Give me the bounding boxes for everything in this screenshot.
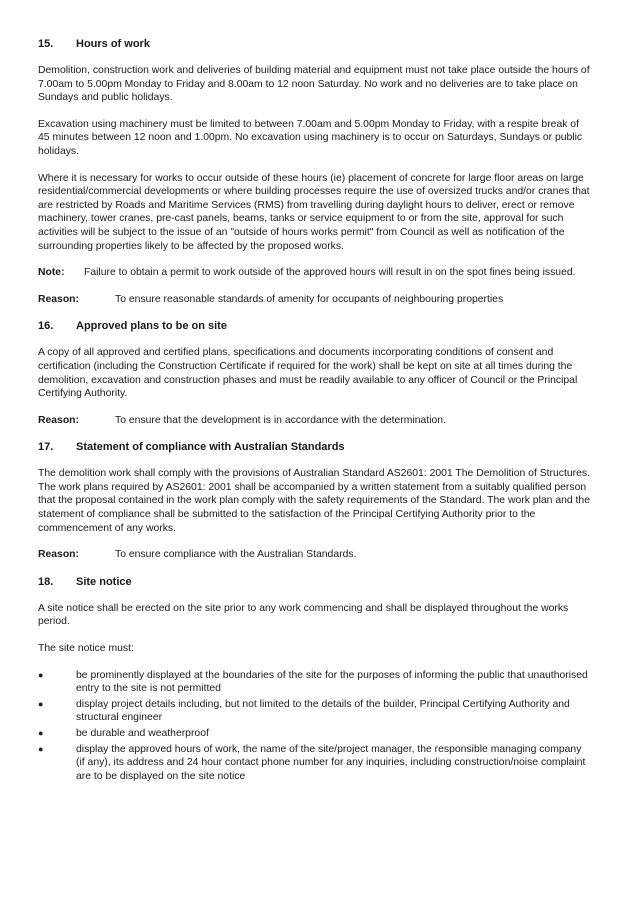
bullet-icon: ● bbox=[38, 743, 44, 754]
section-title: Approved plans to be on site bbox=[76, 320, 227, 333]
reason bbox=[38, 293, 592, 307]
bullet-list bbox=[38, 669, 592, 784]
list-item bbox=[38, 698, 592, 725]
reason-text: To ensure that the development is in accordance with the determination. bbox=[115, 414, 446, 426]
list-item-text: be prominently displayed at the boundaries of the site for the purposes of informing the public that unauthorised entry to the site is not permitted bbox=[76, 669, 588, 695]
section-number: 17. bbox=[38, 441, 54, 454]
list-item bbox=[38, 727, 592, 741]
list-item bbox=[38, 669, 592, 696]
paragraph: The site notice must: bbox=[38, 643, 134, 655]
section-16-heading bbox=[38, 320, 592, 332]
section-number: 18. bbox=[38, 575, 54, 588]
list-item-text: display project details including, but not limited to the details of the builder, Principal Certifying Authority and structural engineer bbox=[76, 698, 570, 724]
paragraph: A copy of all approved and certified plans, specifications and documents incorporating conditions of consent and certification (including the Construction Certificate if required for the work) shall be kept on site at all times during the demolition, excavation and construction phases and must be readily available to any officer of Council or the Principal Certifying Authority. bbox=[38, 347, 578, 400]
section-title: Statement of compliance with Australian Standards bbox=[76, 441, 345, 454]
bullet-icon: ● bbox=[38, 728, 44, 738]
list-item-text: display the approved hours of work, the name of the site/project manager, the responsible managing company (if any), its address and 24 hour contact phone number for any inquiries, including construction/noise complaint are to be displayed on the site notice bbox=[76, 743, 586, 782]
reason-label: Reason: bbox=[38, 414, 79, 426]
reason-text: To ensure compliance with the Australian Standards. bbox=[115, 549, 357, 561]
bullet-icon: ● bbox=[38, 698, 44, 709]
paragraph: The demolition work shall comply with the provisions of Australian Standard AS2601: 2001 The Demolition of Structures. The work plans required by AS2601: 2001 shall be accompanied by a written statement from a suitably qualified person that the proposal contained in the work plan comply with the safety requirements of the Standard. The work plan and the statement of compliance shall be submitted to the satisfaction of the Principal Certifying Authority prior to the commencement of any works. bbox=[38, 468, 590, 534]
section-number: 16. bbox=[38, 320, 54, 333]
note-label: Note: bbox=[38, 267, 65, 279]
paragraph: Excavation using machinery must be limited to between 7.00am and 5.00pm Monday to Friday, with a respite break of 45 minutes between 12 noon and 1.00pm. No excavation using machinery is to occur on Saturdays, Sundays or public holidays. bbox=[38, 118, 583, 157]
note-text: Failure to obtain a permit to work outside of the approved hours will result in on the spot fines being issued. bbox=[84, 267, 576, 279]
reason bbox=[38, 548, 592, 562]
section-title: Hours of work bbox=[76, 38, 150, 50]
section-number: 15. bbox=[38, 38, 54, 50]
paragraph: Where it is necessary for works to occur outside of these hours (ie) placement of concrete for large floor areas on large residential/commercial developments or where building processes require the use of oversized trucks and/or cranes that are restricted by Roads and Maritime Services (RMS) from travelling during daylight hours to deliver, erect or remove machinery, tower cranes, pre-cast panels, beams, tanks or service equipment to or from the site, approval for such activities will be subject to the issue of an "outside of hours works permit" from Council as well as notification of the surrounding properties likely to be affected by the proposed works. bbox=[38, 172, 590, 252]
list-item bbox=[38, 743, 592, 784]
section-15-heading bbox=[38, 38, 592, 50]
reason-text: To ensure reasonable standards of amenity for occupants of neighbouring properties bbox=[115, 293, 504, 305]
section-18-heading bbox=[38, 576, 592, 588]
reason bbox=[38, 414, 592, 428]
reason-label: Reason: bbox=[38, 549, 79, 561]
section-title: Site notice bbox=[76, 575, 132, 588]
paragraph: Demolition, construction work and deliveries of building material and equipment must not take place outside the hours of 7.00am to 5.00pm Monday to Friday and 8.00am to 12 noon Saturday. No work and no deliveries are to take place on Sundays and public holidays. bbox=[38, 65, 590, 104]
reason-label: Reason: bbox=[38, 293, 79, 305]
section-17-heading bbox=[38, 441, 592, 453]
note bbox=[38, 266, 592, 280]
bullet-icon: ● bbox=[38, 669, 44, 680]
list-item-text: be durable and weatherproof bbox=[76, 728, 209, 739]
paragraph: A site notice shall be erected on the site prior to any work commencing and shall be displayed throughout the works period. bbox=[38, 602, 569, 628]
